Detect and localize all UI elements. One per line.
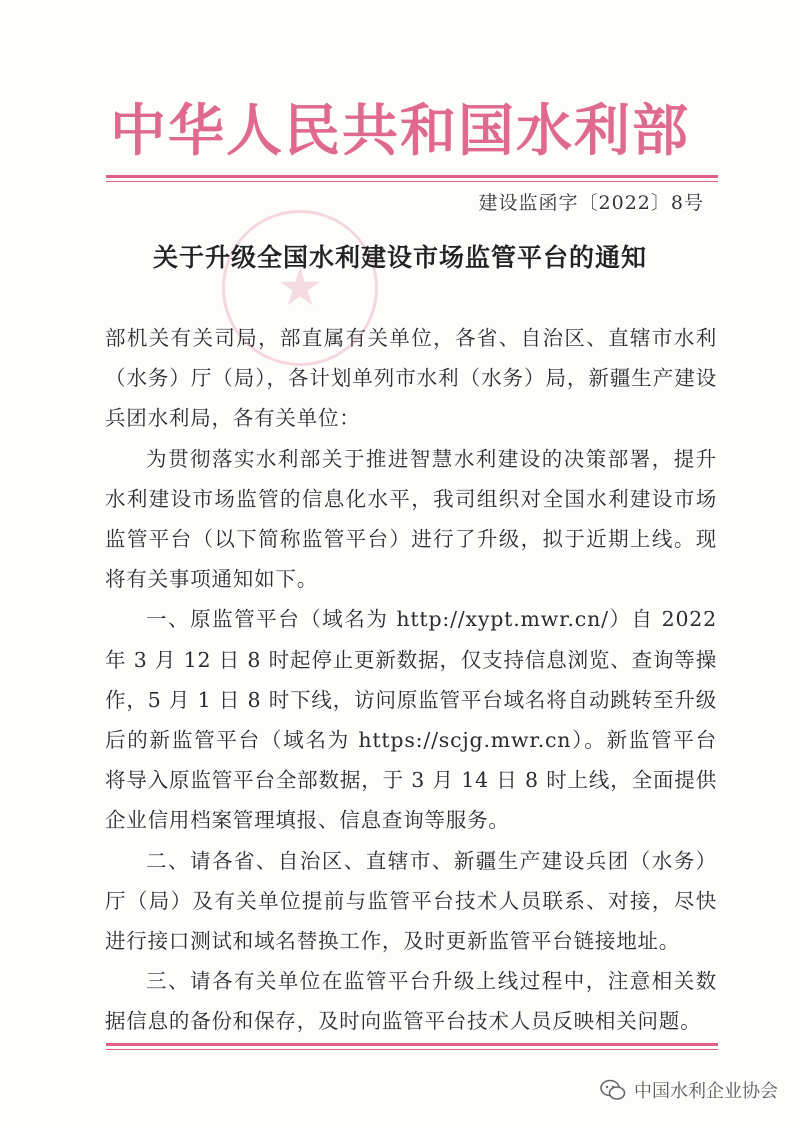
wechat-icon (600, 1079, 626, 1101)
footer-rule-thick (106, 1043, 718, 1046)
paragraph-item-1: 一、原监管平台（域名为 http://xypt.mwr.cn/）自 2022 年 3 月 12 日 8 时起停止更新数据，仅支持信息浏览、查询等操作，5 月 1 日 8 时下线，访问原监管平台域名将自动跳转至升级后的新监管平台（域名为 https://scjg.mwr.cn）。新监管平台将导入原监管平台全部数据，于 3 月 14 日 8 时上线，全面提供企业信用档案管理填报、信息查询等服务。 (105, 607, 717, 833)
seal-star-icon: ★ (276, 258, 324, 318)
source-watermark (600, 1077, 778, 1103)
paragraph-item-3: 三、请各有关单位在监管平台升级上线过程中，注意相关数据信息的备份和保存，及时向监管平台技术人员反映相关问题。 (105, 969, 717, 1034)
header-rule-thick (106, 175, 718, 178)
issuer-title: 中华人民共和国水利部 (110, 99, 690, 164)
paragraph-intro: 为贯彻落实水利部关于推进智慧水利建设的决策部署，提升水利建设市场监管的信息化水平，我司组织对全国水利建设市场监管平台（以下简称监管平台）进行了升级，拟于近期上线。现将有关事项通知如下。 (105, 446, 717, 592)
footer-rule-thin (106, 1049, 718, 1050)
paragraph-item-2: 二、请各省、自治区、直辖市、新疆生产建设兵团（水务）厅（局）及有关单位提前与监管平台技术人员联系、对接，尽快进行接口测试和域名替换工作，及时更新监管平台链接地址。 (105, 848, 717, 954)
document-body (105, 318, 717, 1042)
document-number: 建设监函字〔2022〕8号 (478, 192, 704, 214)
salutation: 部机关有关司局，部直属有关单位，各省、自治区、直辖市水利（水务）厅（局），各计划单列市水利（水务）局，新疆生产建设兵团水利局，各有关单位： (105, 326, 717, 431)
watermark-text: 中国水利企业协会 (634, 1081, 778, 1102)
header-rule-thin (106, 181, 718, 182)
document-title: 关于升级全国水利建设市场监管平台的通知 (152, 243, 647, 272)
